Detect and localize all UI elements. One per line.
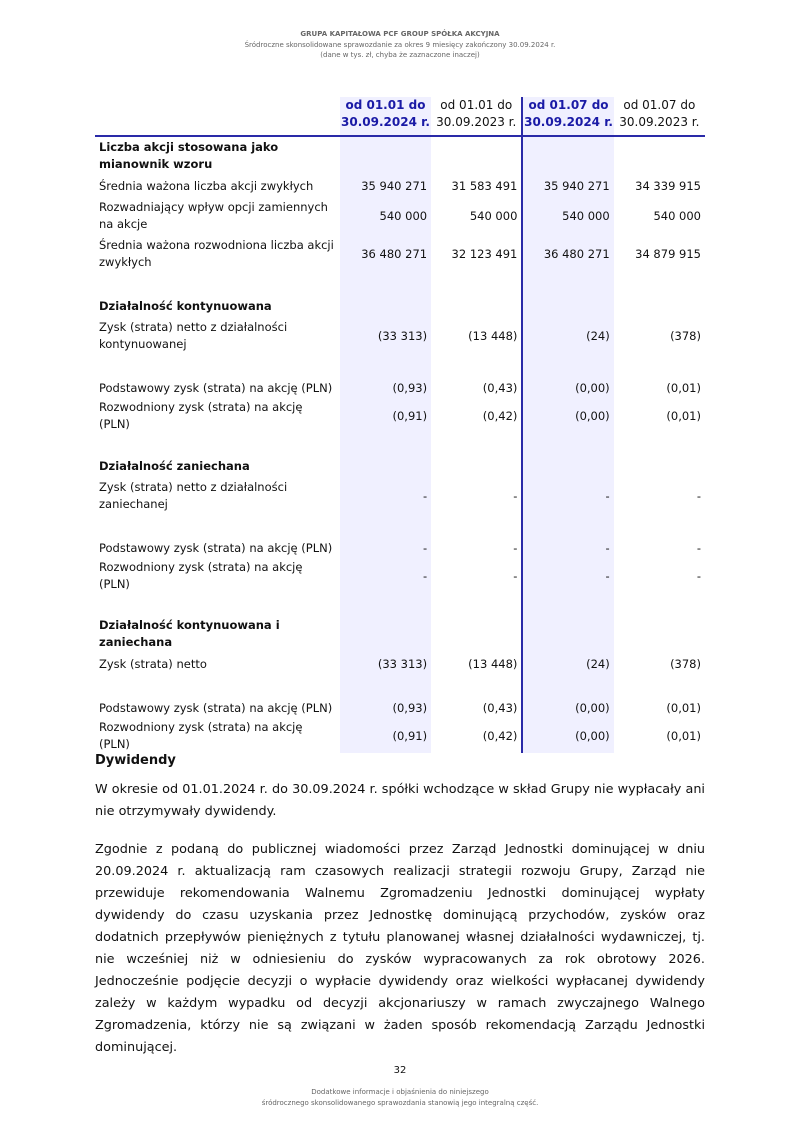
cell-value: (33 313): [340, 653, 431, 675]
cell-value: (0,91): [340, 399, 431, 433]
cell-value: (0,43): [482, 380, 518, 395]
cell-value: [522, 593, 613, 615]
cell-value: 540 000: [340, 197, 431, 235]
cell-value: [431, 455, 522, 477]
row-label: [95, 593, 340, 615]
cell-value: (13 448): [468, 328, 518, 343]
cell-value: [614, 433, 705, 455]
table-row: [95, 719, 705, 753]
cell-value: 540 000: [469, 208, 518, 223]
table-row: [95, 235, 705, 273]
cell-value: [614, 355, 705, 377]
table-row: [95, 515, 705, 537]
table-row: [95, 433, 705, 455]
cell-value: (0,01): [666, 728, 701, 743]
report-subtitle: Śródroczne skonsolidowane sprawozdanie za okres 9 miesięcy zakończony 30.09.2024 r.: [244, 40, 556, 49]
column-header-2023-q3: od 01.07 do 30.09.2023 r.: [614, 97, 705, 136]
cell-value: [340, 593, 431, 615]
dividends-paragraph: W okresie od 01.01.2024 r. do 30.09.2024 r. spółki wchodzące w skład Grupy nie wypłacały ani nie otrzymywały dywidendy.: [95, 782, 705, 819]
row-label: Zysk (strata) netto: [99, 656, 207, 671]
column-header-2024-9m: od 01.01 do 30.09.2024 r.: [340, 97, 431, 136]
cell-value: (13 448): [468, 656, 518, 671]
cell-value: [340, 455, 431, 477]
cell-value: (0,01): [666, 408, 701, 423]
row-label: Rozwadniający wpływ opcji zamiennych na akcje: [99, 200, 328, 231]
table-row: [95, 273, 705, 295]
row-label: Podstawowy zysk (strata) na akcję (PLN): [99, 540, 333, 555]
table-row: [95, 675, 705, 697]
cell-value: (0,00): [522, 697, 613, 719]
cell-value: [340, 295, 431, 317]
cell-value: [522, 615, 613, 653]
cell-value: [522, 455, 613, 477]
cell-value: [522, 433, 613, 455]
cell-value: [614, 615, 705, 653]
cell-value: [614, 295, 705, 317]
cell-value: [522, 355, 613, 377]
footer-line: śródrocznego skonsolidowanego sprawozdania stanowią jego integralną część.: [261, 1099, 539, 1107]
cell-value: 540 000: [653, 208, 701, 223]
cell-value: [614, 593, 705, 615]
row-label: Działalność kontynuowana: [99, 298, 272, 313]
cell-value: -: [340, 477, 431, 515]
row-label: Średnia ważona liczba akcji zwykłych: [99, 178, 314, 193]
cell-value: -: [513, 568, 518, 583]
cell-value: [340, 675, 431, 697]
row-label: Rozwodniony zysk (strata) na akcję (PLN): [99, 560, 303, 591]
cell-value: (0,93): [340, 377, 431, 399]
cell-value: 31 583 491: [451, 178, 518, 193]
row-label: Średnia ważona rozwodniona liczba akcji zwykłych: [99, 238, 334, 269]
cell-value: (378): [670, 328, 701, 343]
cell-value: -: [696, 568, 701, 583]
cell-value: (378): [670, 656, 701, 671]
cell-value: [340, 273, 431, 295]
column-header-2023-9m: od 01.01 do 30.09.2023 r.: [431, 97, 522, 136]
cell-value: (0,42): [482, 728, 518, 743]
cell-value: -: [340, 559, 431, 593]
cell-value: [431, 675, 522, 697]
cell-value: [431, 273, 522, 295]
row-label: [95, 515, 340, 537]
row-label: Rozwodniony zysk (strata) na akcję (PLN): [99, 400, 303, 431]
cell-value: 35 940 271: [522, 175, 613, 197]
dividends-heading: Dywidendy: [95, 753, 176, 768]
cell-value: 35 940 271: [340, 175, 431, 197]
cell-value: [522, 295, 613, 317]
cell-value: [431, 136, 522, 175]
table-row: [95, 317, 705, 355]
cell-value: [614, 515, 705, 537]
cell-value: -: [522, 559, 613, 593]
row-label: Rozwodniony zysk (strata) na akcję (PLN): [99, 720, 303, 751]
cell-value: 36 480 271: [340, 235, 431, 273]
row-label: Podstawowy zysk (strata) na akcję (PLN): [99, 380, 333, 395]
cell-value: -: [696, 540, 701, 555]
table-row: [95, 355, 705, 377]
cell-value: (24): [522, 317, 613, 355]
table-row: [95, 559, 705, 593]
cell-value: (0,00): [522, 719, 613, 753]
table-row: [95, 697, 705, 719]
row-label: Działalność kontynuowana i zaniechana: [99, 618, 280, 649]
cell-value: 34 339 915: [635, 178, 701, 193]
document-footer: [0, 1087, 800, 1109]
table-row: [95, 593, 705, 615]
cell-value: [522, 273, 613, 295]
row-label: Zysk (strata) netto z działalności zaniechanej: [99, 480, 288, 511]
table-row: [95, 537, 705, 559]
document-header: [0, 29, 800, 61]
cell-value: 540 000: [522, 197, 613, 235]
cell-value: (0,01): [666, 380, 701, 395]
cell-value: (0,01): [666, 700, 701, 715]
cell-value: -: [696, 488, 701, 503]
cell-value: (0,91): [340, 719, 431, 753]
cell-value: [431, 615, 522, 653]
table-row: [95, 136, 705, 175]
cell-value: (0,43): [482, 700, 518, 715]
cell-value: [614, 136, 705, 175]
cell-value: [431, 433, 522, 455]
row-label: [95, 675, 340, 697]
row-label: Zysk (strata) netto z działalności kontynuowanej: [99, 320, 288, 351]
company-name: GRUPA KAPITAŁOWA PCF GROUP SPÓŁKA AKCYJNA: [300, 30, 500, 38]
table-row: [95, 455, 705, 477]
cell-value: 36 480 271: [522, 235, 613, 273]
cell-value: [431, 355, 522, 377]
table-row: [95, 653, 705, 675]
cell-value: [340, 355, 431, 377]
units-note: (dane w tys. zł, chyba że zaznaczone inaczej): [320, 51, 480, 59]
cell-value: (0,00): [522, 377, 613, 399]
row-label: Podstawowy zysk (strata) na akcję (PLN): [99, 700, 333, 715]
cell-value: -: [522, 477, 613, 515]
footer-line: Dodatkowe informacje i objaśnienia do niniejszego: [311, 1088, 489, 1096]
cell-value: [431, 515, 522, 537]
cell-value: (0,00): [522, 399, 613, 433]
table-row: [95, 377, 705, 399]
label-column-header: [95, 97, 340, 136]
cell-value: [522, 675, 613, 697]
cell-value: -: [513, 488, 518, 503]
row-label: Liczba akcji stosowana jako mianownik wzoru: [99, 140, 279, 171]
cell-value: (0,42): [482, 408, 518, 423]
table-row: [95, 477, 705, 515]
cell-value: (33 313): [340, 317, 431, 355]
table-row: [95, 615, 705, 653]
row-label: Działalność zaniechana: [99, 458, 250, 473]
cell-value: [522, 136, 613, 175]
table-row: [95, 399, 705, 433]
cell-value: (24): [522, 653, 613, 675]
column-header-2024-q3: od 01.07 do 30.09.2024 r.: [522, 97, 613, 136]
table-row: [95, 175, 705, 197]
cell-value: [340, 136, 431, 175]
cell-value: -: [340, 537, 431, 559]
table-row: [95, 197, 705, 235]
cell-value: 32 123 491: [451, 246, 518, 261]
cell-value: [614, 455, 705, 477]
dividends-policy-paragraph: Zgodnie z podaną do publicznej wiadomości przez Zarząd Jednostki dominującej w dniu 20.09.2024 r. aktualizacją ram czasowych realizacji strategii rozwoju Grupy, Zarząd nie przewiduje rekomendowania Walnemu Zgromadzeniu Jednostki dominującej wypłaty dywidendy do czasu uzyskania przez Jednostkę dominującą przychodów, zysków oraz dodatnich przepływów pieniężnych z tytułu planowanej własnej działalności wydawniczej, tj. nie wcześniej niż w odniesieniu do zysków wypracowanych za rok obrotowy 2026. Jednocześnie podjęcie decyzji o wypłacie dywidendy oraz wielkości wypłacanej dywidendy zależy w każdym wypadku od decyzji akcjonariuszy w ramach zwyczajnego Walnego Zgromadzenia, którzy nie są związani w żaden sposób rekomendacją Zarządu Jednostki dominującej.: [95, 842, 705, 1055]
cell-value: [340, 515, 431, 537]
cell-value: [431, 593, 522, 615]
cell-value: [614, 675, 705, 697]
cell-value: [522, 515, 613, 537]
row-label: [95, 355, 340, 377]
page-number: 32: [393, 1065, 407, 1076]
cell-value: -: [522, 537, 613, 559]
cell-value: (0,93): [340, 697, 431, 719]
row-label: [95, 273, 340, 295]
table-header-row: [95, 97, 705, 136]
cell-value: [340, 615, 431, 653]
table-row: [95, 295, 705, 317]
earnings-per-share-table: [95, 97, 705, 753]
row-label: [95, 433, 340, 455]
cell-value: [340, 433, 431, 455]
cell-value: 34 879 915: [635, 246, 701, 261]
cell-value: [431, 295, 522, 317]
cell-value: [614, 273, 705, 295]
cell-value: -: [513, 540, 518, 555]
